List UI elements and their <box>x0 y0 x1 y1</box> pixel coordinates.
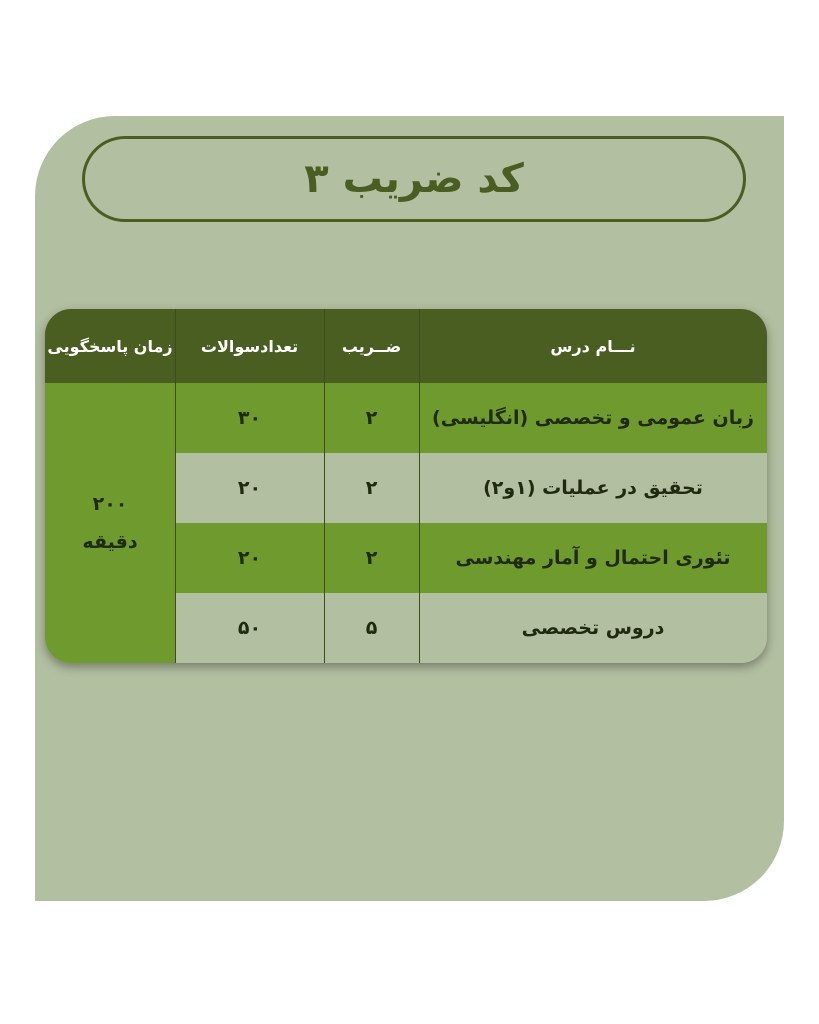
table-row <box>175 523 767 593</box>
column-divider <box>175 309 176 663</box>
table-row <box>175 453 767 523</box>
coefficient-cell: ۲ <box>365 407 378 429</box>
title-banner <box>82 136 746 222</box>
course-name-cell: دروس تخصصی <box>521 617 665 639</box>
coefficient-cell: ۵ <box>365 617 378 639</box>
answer-time-value: ۲۰۰ <box>92 493 128 515</box>
coefficient-cell: ۲ <box>365 477 378 499</box>
page-title: کد ضریب ۳ <box>304 156 524 202</box>
answer-time-unit: دقیقه <box>82 531 138 553</box>
column-divider <box>419 309 420 663</box>
course-name-cell: زبان عمومی و تخصصی (انگلیسی) <box>432 407 754 429</box>
courses-table <box>45 309 767 663</box>
table-row <box>175 593 767 663</box>
question-count-cell: ۳۰ <box>237 407 262 429</box>
course-name-cell: تئوری احتمال و آمار مهندسی <box>455 547 731 569</box>
header-question-count: تعدادسوالات <box>175 309 324 383</box>
table-row <box>175 383 767 453</box>
question-count-cell: ۲۰ <box>237 477 262 499</box>
coefficient-cell: ۲ <box>365 547 378 569</box>
header-time: زمان پاسخگویی <box>45 309 175 383</box>
answer-time-cell <box>45 383 175 663</box>
question-count-cell: ۵۰ <box>237 617 262 639</box>
header-course-name: نـــام درس <box>419 309 767 383</box>
header-coefficient: ضــریب <box>324 309 419 383</box>
column-divider <box>324 309 325 663</box>
course-name-cell: تحقیق در عملیات (۱و۲) <box>483 477 703 499</box>
question-count-cell: ۲۰ <box>237 547 262 569</box>
